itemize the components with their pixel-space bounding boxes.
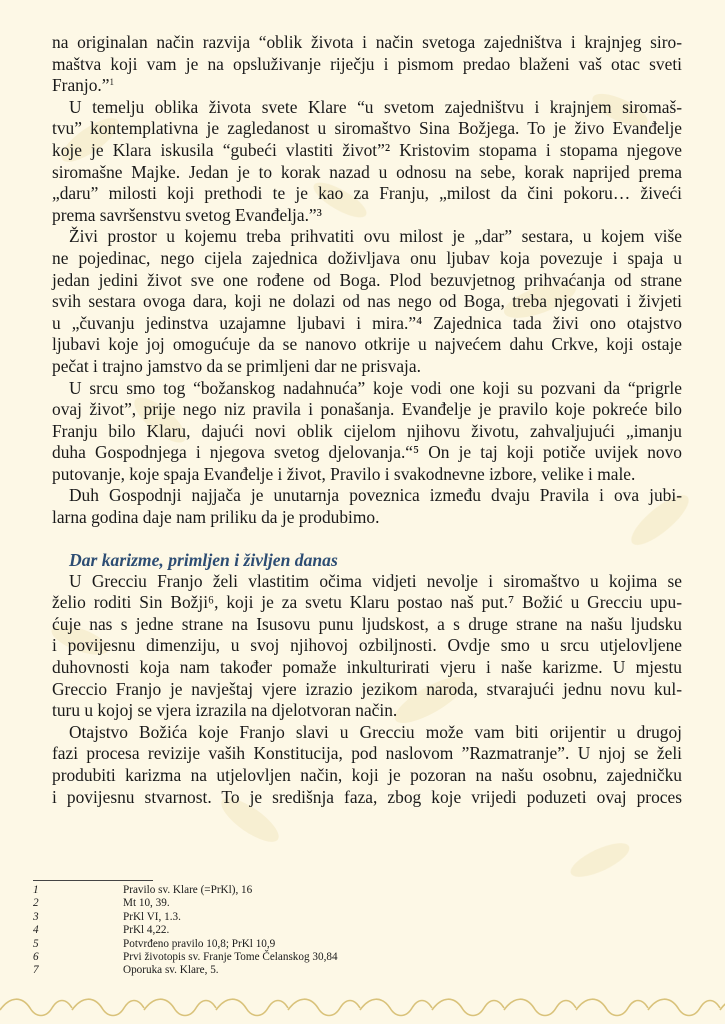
paragraph-group-1 [52,32,682,529]
footnote-item [33,897,673,910]
paragraph [52,485,682,528]
text-line: siromašne Majke. Jedan je to korak nazad u odnosu na sebe, korak naprijed prema [52,161,682,182]
text-line: Otajstvo Božića koje Franjo slavi u Grecciu može vam biti orijentir u drugoj [69,721,682,742]
text-line: Duh Gospodnji najjača je unutarnja poveznica između dvaju Pravila i ova jubi- [69,485,682,506]
footnote-number: 2 [33,897,39,910]
footnote-item [33,964,673,977]
footnote-rule [33,880,153,881]
footnote-item [33,938,673,951]
footnote-text: PrKl 4,22. [123,924,170,937]
paragraph-group-2 [52,571,682,809]
text-line: duhovnosti koja nam također pomaže inkulturirati vjeru i naše karizme. U mjestu [52,657,682,678]
text-line: i povijesnu dimenziju, u svoj njihovoj ozbiljnosti. Ovdje smo u srcu utjelovljene [52,635,682,656]
footnote-number: 3 [33,910,39,923]
text-line: prema savršenstvu svetog Evanđelja.”³ [52,204,322,225]
text-line: ćuje nas s jedne strane na Isusovu punu ljudskost, a s druge strane na našu ljudsku [52,613,682,634]
text-line: ne pojedinac, nego cijela zajednica doživljava onu ljubav koja povezuje i spaja u [52,247,682,268]
footnote-text: PrKl VI, 1.3. [123,910,181,923]
text-line: svih sestara ovoga dara, koji ne dolazi od nas nego od Boga, treba njegovati i živjeti [52,291,682,312]
footnote-ref[interactable]: 1 [109,77,114,88]
text-line: Franju bilo Klaru, dajući novi oblik cijelom njihovu životu, zahvaljujući „imanju [52,420,682,441]
text-line: ovaj život”, prije nego niz pravila i ponašanja. Evanđelje je pravilo koje pokreće bilo [52,399,682,420]
paragraph [52,378,682,486]
paragraph [52,32,682,97]
text-line: U temelju oblika života svete Klare “u svetom zajedništvu i krajnjem siromaš- [69,96,682,117]
text-line: putovanje, koje spaja Evanđelje i život, Pravilo i svakodnevne izbore, velike i male. [52,463,636,484]
text-line: tvu” kontemplativna je zagledanost u siromaštvo Sina Božjega. To je živo Evanđelje [52,118,682,139]
footnote-text: Mt 10, 39. [123,897,170,910]
footnote-item [33,951,673,964]
text-line: larna godina daje nam priliku da je produbimo. [52,507,380,528]
paragraph [52,571,682,722]
text-line: turu u kojoj se vjera izrazila na djelotvoran način. [52,700,398,721]
text-line: U srcu smo tog “božanskog nadahnuća” koje vodi one koji su pozvani da “prigrle [69,377,682,398]
text-line: želio roditi Sin Božji⁶, koji je za svetu Klaru postao naš put.⁷ Božić u Grecciu upu- [52,592,682,613]
footnote-item [33,884,673,897]
paragraph [52,722,682,808]
text-line: „daru” milosti koji prethodi te je kao za Franju, „milost da čini pokoru… živeći [52,183,682,204]
text-line: u „čuvanju jedinstva uzajamne ljubavi i mira.”⁴ Zajednica tada živi ono otajstvo [52,312,682,333]
text-line: Živi prostor u kojemu treba prihvatiti ovu milost je „dar” sestara, u kojem više [69,226,682,247]
footnote-item [33,924,673,937]
text-line: na originalan način razvija “oblik života i način svetoga zajedništva i krajnjeg siro- [52,32,682,52]
footnote-number: 4 [33,924,39,937]
footnote-number: 1 [33,884,39,896]
text-line: U Grecciu Franjo želi vlastitim očima vidjeti nevolje i siromaštvo u kojima se [69,570,682,591]
text-line: produbiti karizma na utjelovljen način, koji je pozoran na našu osobnu, zajedničku [52,765,682,785]
text-line: koje je Klara iskusila “gubeći vlastiti život”² Kristovim stopama i stopama njegove [52,139,682,160]
footnote-text: Pravilo sv. Klare (=PrKl), 16 [123,884,253,896]
text-line: i povijesnu stvarnost. To je središnja faza, zbog koje vrijedi poduzeti ovaj proces [52,786,682,807]
footnotes [33,880,673,978]
section-heading: Dar karizme, primljen i življen danas [69,549,338,570]
text-line: duha Gospodnjega i njegova svetog djelovanja.“⁵ On je taj koji potiče uvijek novo [52,442,682,463]
text-line: pečat i trajno jamstvo da se primljeni dar ne prisvaja. [52,355,421,376]
text-line: fazi procesa revizije vaših Konstitucija, pod naslovom ”Razmatranje”. U njoj se želi [52,743,682,764]
document-body [52,32,682,808]
text-line: Franjo.”$^1$ [52,75,114,96]
paragraph [52,226,682,377]
footnote-text: Oporuka sv. Klare, 5. [123,964,219,977]
footnote-number: 7 [33,964,39,977]
text-line: jedan jedini život sve one rođene od Boga. Plod bezuvjetnog prihvaćanja od strane [52,269,682,290]
text-line: maštva koji vam je na opsluživanje riječju i pismom predao blaženi vaš otac sveti [52,53,682,74]
footnote-text: Prvi životopis sv. Franje Tome Čelanskog 30,84 [123,951,338,964]
footnote-number: 6 [33,951,39,964]
footnote-number: 5 [33,937,39,950]
text-line: Greccio Franjo je navještaj vjere izrazio jezikom naroda, stvarajući jednu novu kul- [52,678,682,699]
footnote-item [33,911,673,924]
footnote-text: Potvrđeno pravilo 10,8; PrKl 10,9 [123,937,276,950]
text-line: ljubavi koje joj omogućuje da se nanovo otkrije u najvećem dahu Crkve, koji ostaje [52,334,682,355]
paragraph [52,97,682,227]
ornamental-border [0,990,725,1024]
